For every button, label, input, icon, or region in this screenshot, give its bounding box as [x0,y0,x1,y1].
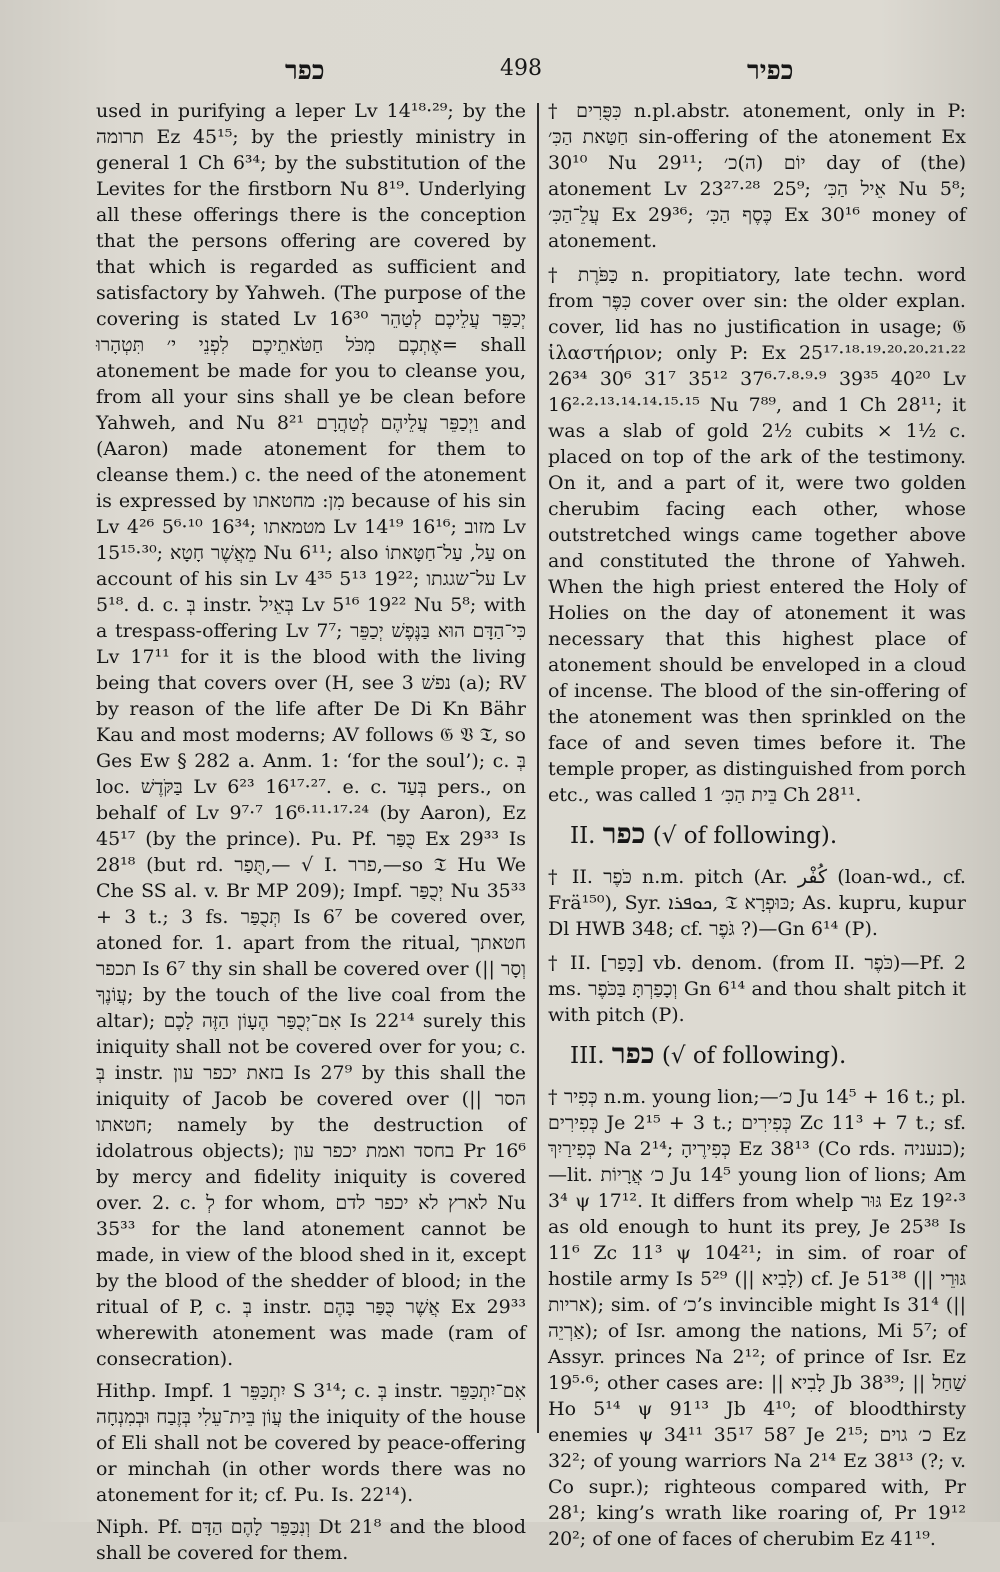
running-header [0,56,1000,96]
paragraph-hithpael: Hithp. Impf. יִתְכַּפֵּר 1 S 3¹⁴; c. בְּ instr. אִם־יִתְכַּפֵּר עֲוֹן בֵּית־עֵלִי בְּזֶבַח וּבְמִנְחָה the iniquity of the house of Eli shall not be covered by peace-offering or minchah (in other words there was no atonement for it; cf. Pu. Is. 22¹⁴). [96,1380,527,1506]
entry-kapporeth: † כַּפֹּרֶת n. propitiatory, late techn. word from כִּפֶּר cover over sin: the older explan. cover, lid has no justification in usage; 𝔊 ἱλαστήριον; only P: Ex 25¹⁷·¹⁸·¹⁹·²⁰·²⁰·²¹·²² 26³⁴ 30⁶ 31⁷ 35¹² 37⁶·⁷·⁸·⁹·⁹ 39³⁵ 40²⁰ Lv 16²·²·¹³·¹⁴·¹⁴·¹⁵·¹⁵ Nu 7⁸⁹, and 1 Ch 28¹¹; it was a slab of gold 2½ cubits × 1½ c. placed on top of the ark of the testimony. On it, and a part of it, were two golden cherubim facing each other, whose outstretched wings came together above and constituted the throne of Yahweh. When the high priest entered the Holy of Holies on the day of atonement it was necessary that this highest place of atonement should be enveloped in a cloud of incense. The blood of the sin-offering of the atonement was then sprinkled on the face of and seven times before it. The temple proper, as distinguished from porch etc., was called בֵּית הַכִּ׳ 1 Ch 28¹¹. [548,264,966,806]
section-numeral: II. [570,823,596,849]
right-column [548,98,966,1560]
paragraph-pi-continuation: used in purifying a leper Lv 14¹⁸·²⁹; by the תרומה Ez 45¹⁵; by the priestly ministry in general 1 Ch 6³⁴; by the substitution of the Levites for the firstborn Nu 8¹⁹. Underlying all these offerings there is the conception that the persons offering are covered by that which is regarded as sufficient and satisfactory by Yahweh. (The purpose of the covering is stated Lv 16³⁰ יְכַפֵּר עֲלֵיכֶם לְטַהֵר אֶתְכֶם מִכֹּל חַטֹּאתֵיכֶם לִפְנֵי י׳ תִּטְהָרוּ= shall atonement be made for you to cleanse you, from all your sins shall ye be clean before Yahweh, and Nu 8²¹ וַיְכַפֵּר עֲלֵיהֶם לְטַהֲרָם and (Aaron) made atonement for them to cleanse them.) c. the need of the atonement is expressed by מִן: מחטאתו because of his sin Lv 4²⁶ 5⁶·¹⁰ 16³⁴; מטמאתו Lv 14¹⁹ 16¹⁶; מזוב Lv 15¹⁵·³⁰; מֵאֲשֶׁר חָטָא Nu 6¹¹; also עַל, עַל־חַטָּאתוֹ on account of his sin Lv 4³⁵ 5¹³ 19²²; על־שגגתו Lv 5¹⁸. d. c. בְּ instr. בְּאֵיל Lv 5¹⁶ 19²² Nu 5⁸; with a trespass-offering Lv 7⁷; כִּי־הַדָּם הוּא בַּנֶּפֶשׁ יְכַפֵּר Lv 17¹¹ for it is the blood with the living being that covers over (H, see נפשׁ 3 (a); RV by reason of the life after De Di Kn Bähr Kau and most moderns; AV follows 𝔊 𝔙 𝔗, so Ges Ew § 282 a. Anm. 1: ‘for the soul’); c. בְּ loc. בַּקֹּדֶשׁ Lv 6²³ 16¹⁷·²⁷. e. c. בְּעַד pers., on behalf of Lv 9⁷·⁷ 16⁶·¹¹·¹⁷·²⁴ (by Aaron), Ez 45¹⁷ (by the prince). Pu. Pf. כֻּפַּר Ex 29³³ Is 28¹⁸ (but rd. תֻּפַר,— √ I. פרר,—so 𝔗 Hu We Che SS al. v. Br MP 209); Impf. יְכֻפַּר Nu 35³³ + 3 t.; 3 fs. תְּכֻפַּר Is 6⁷ be covered over, atoned for. 1. apart from the ritual, חטאתך תכפר Is 6⁷ thy sin shall be covered over (|| וְסָר עֲוֹנֶךָ; by the touch of the live coal from the altar); אִם־יְכֻפַּר הֶעָוֹן הַזֶּה לָכֶם Is 22¹⁴ surely this iniquity shall not be covered over for you; c. בְּ instr. בזאת יכפר עון Is 27⁹ by this shall the iniquity of Jacob be covered over (|| הסר חטאתו; namely by the destruction of idolatrous objects); בחסד ואמת יכפר עון Pr 16⁶ by mercy and fidelity iniquity is covered over. 2. c. לְ for whom, לארץ לא יכפר לדם Nu 35³³ for the land atonement cannot be made, in view of the blood shed in it, except by the blood of the shedder of blood; in the ritual of P, c. בְּ instr. אֲשֶׁר כֻּפַּר בָּהֶם Ex 29³³ wherewith atonement was made (ram of consecration). [96,100,527,1370]
section-heading-ii [570,818,966,852]
section-root: כפר [602,817,646,850]
entry-kopher-pitch: † II. כֹּפֶר n.m. pitch (Ar. كُفْر (loan-wd., cf. Frä¹⁵⁰), Syr. ܟܘܦܪܐ, 𝔗 כּוּפְרָא; As. kupru, kupur Dl HWB 348; cf. גֹּפֶר ?)—Gn 6¹⁴ (P). [548,866,967,940]
entry-kippurim: † כִּפֻּרִים n.pl.abstr. atonement, only in P: חַטַּאת הַכִּ׳ sin-offering of the atonement Ex 30¹⁰ Nu 29¹¹; יוֹם (ה)כ׳ day of (the) atonement Lv 23²⁷·²⁸ 25⁹; אֵיל הַכִּ׳ Nu 5⁸; עֲלֵ־הַכִּ׳ Ex 29³⁶; כֶּסֶף הַכִּ׳ Ex 30¹⁶ money of atonement. [548,100,967,252]
section-root: כפר [611,1037,655,1070]
page-number: 498 [500,56,542,81]
header-right-word: כפיר [747,56,794,86]
left-column [96,98,526,1572]
section-note: (√ of following). [661,1043,847,1069]
entry-kaphar-verb: † II. [כָּפַר] vb. denom. (from II. כֹּפֶר)—Pf. 2 ms. וְכָפַרְתָּ בַּכֹּפֶר Gn 6¹⁴ and thou shalt pitch it with pitch (P). [548,952,967,1026]
section-numeral: III. [570,1043,605,1069]
entry-kephir: † כְּפִיר n.m. young lion;—כ׳ Ju 14⁵ + 16 t.; pl. כְּפִירִים Je 2¹⁵ + 3 t.; כְּפִירִים Zc 11³ + 7 t.; sf. כְּפִירַיִךְ Na 2¹⁴; כְּפִירֶיהָ Ez 38¹³ (Co rds. כנעניה);—lit. כ׳ אֲרָיוֹת Ju 14⁵ young lion of lions; Am 3⁴ ψ 17¹². It differs from whelp גּוּר Ez 19²·³ as old enough to hunt its prey, Je 25³⁸ Is 11⁶ Zc 11³ ψ 104²¹; in sim. of roar of hostile army Is 5²⁹ (|| לָבִיא) cf. Je 51³⁸ (|| גּוּרֵי אריות); sim. of כ׳’s invincible might Is 31⁴ (|| אַרְיֵה); of Isr. among the nations, Mi 5⁷; of Assyr. princes Na 2¹²; of prince of Isr. Ez 19⁵·⁶; other cases are: || לָבִיא Jb 38³⁹; || שַׁחַל Ho 5¹⁴ ψ 91¹³ Jb 4¹⁰; of bloodthirsty enemies ψ 34¹¹ 35¹⁷ 58⁷ Je 2¹⁵; כ׳ גוים Ez 32²; of young warriors Na 2¹⁴ Ez 38¹³ (?; v. Co supr.); righteous compared with, Pr 28¹; king’s wrath like roaring of, Pr 19¹² 20²; of one of faces of cherubim Ez 41¹⁹. [548,1086,967,1550]
section-heading-iii [570,1038,966,1072]
header-left-word: כפר [285,56,325,86]
column-divider [537,103,539,1433]
section-note: (√ of following). [652,823,838,849]
paragraph-niphal: Niph. Pf. וְנִכַּפֵּר לָהֶם הַדָּם Dt 21⁸ and the blood shall be covered for them. [96,1516,527,1564]
